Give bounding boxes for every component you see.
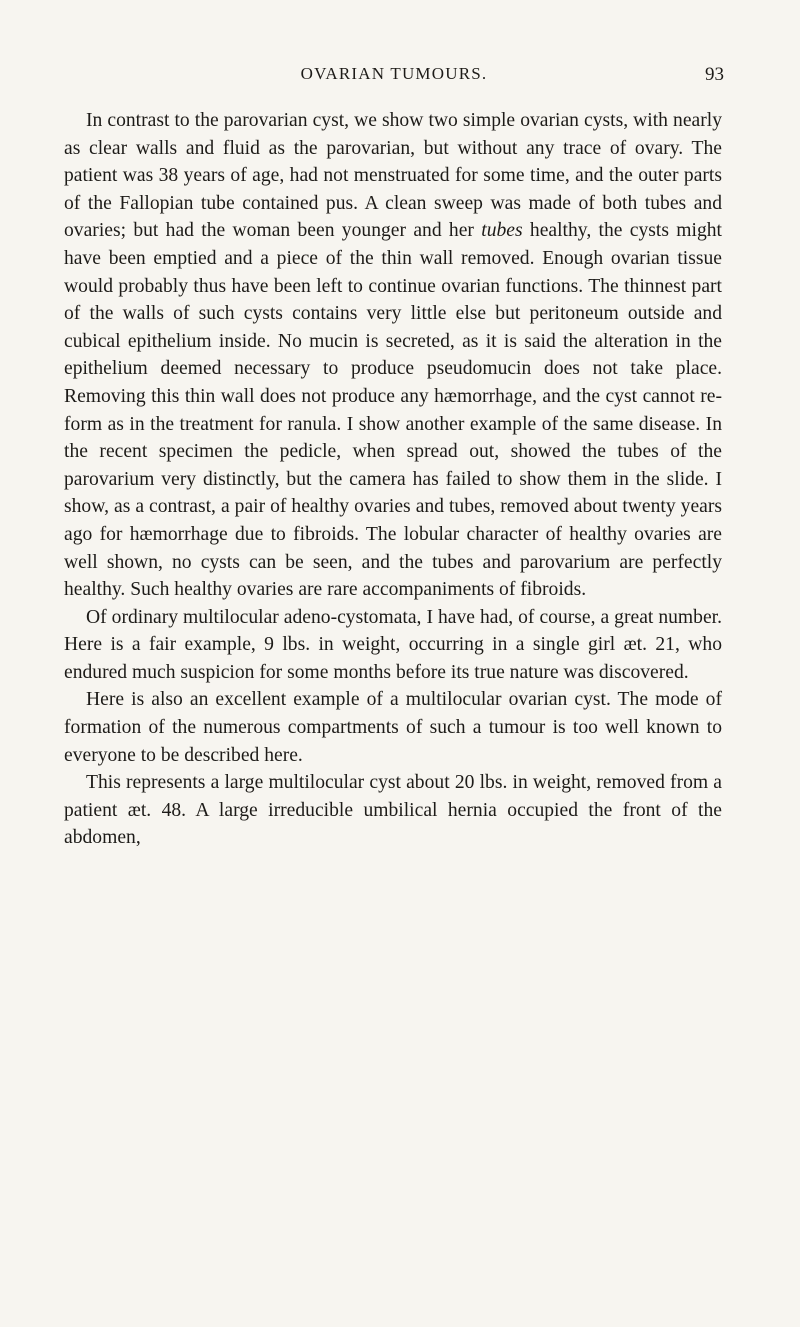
paragraph-parovarian-contrast (64, 107, 722, 604)
paragraph-text: healthy, the cysts might have been emptied and a piece of the thin wall removed. Enough ovarian tissue would probably thus have been left to continue ovarian functions. The thinnest part of the walls of such cysts contains very little else but peritoneum outside and cubical epithelium inside. No mucin is secreted, as it is said the alteration in the epithelium deemed necessary to produce pseudomucin does not take place. Removing this thin wall does not produce any hæmorrhage, and the cyst cannot re-form as in the treatment for ranula. I show another example of the same disease. In the recent specimen the pedicle, when spread out, showed the tubes of the parovarium very distinctly, but the camera has failed to show them in the slide. I show, as a contrast, a pair of healthy ovaries and tubes, removed about twenty years ago for hæmorrhage due to fibroids. The lobular character of healthy ovaries are well shown, no cysts can be seen, and the tubes and parovarium are perfectly healthy. Such healthy ovaries are rare accompaniments of fibroids. (64, 220, 722, 601)
emphasized-word: tubes (481, 220, 523, 242)
body-text (64, 107, 722, 852)
running-title: OVARIAN TUMOURS. (300, 64, 488, 83)
page-number: 93 (705, 64, 724, 85)
paragraph-large-multilocular-cyst: This represents a large multilocular cyst about 20 lbs. in weight, removed from a patient æt. 48. A large irreducible umbilical hernia occupied the front of the abdomen, (64, 772, 722, 849)
paragraph-text: In contrast to the parovarian cyst, we show two simple ovarian cysts, with nearly as clear walls and fluid as the parovarian, but without any trace of ovary. The patient was 38 years of age, had not menstruated for some time, and the outer parts of the Fallopian tube contained pus. A clean sweep was made of both tubes and ovaries; but had the woman been younger and her (64, 110, 722, 242)
paragraph-multilocular-adeno-cystomata: Of ordinary multilocular adeno-cystomata, I have had, of course, a great number. Here is a fair example, 9 lbs. in weight, occurring in a single girl æt. 21, who endured much suspicion for some months before its true nature was discovered. (64, 606, 722, 683)
running-head (64, 64, 724, 90)
paragraph-multilocular-ovarian-cyst: Here is also an excellent example of a multilocular ovarian cyst. The mode of formation of the numerous compartments of such a tumour is too well known to everyone to be described here. (64, 689, 722, 766)
